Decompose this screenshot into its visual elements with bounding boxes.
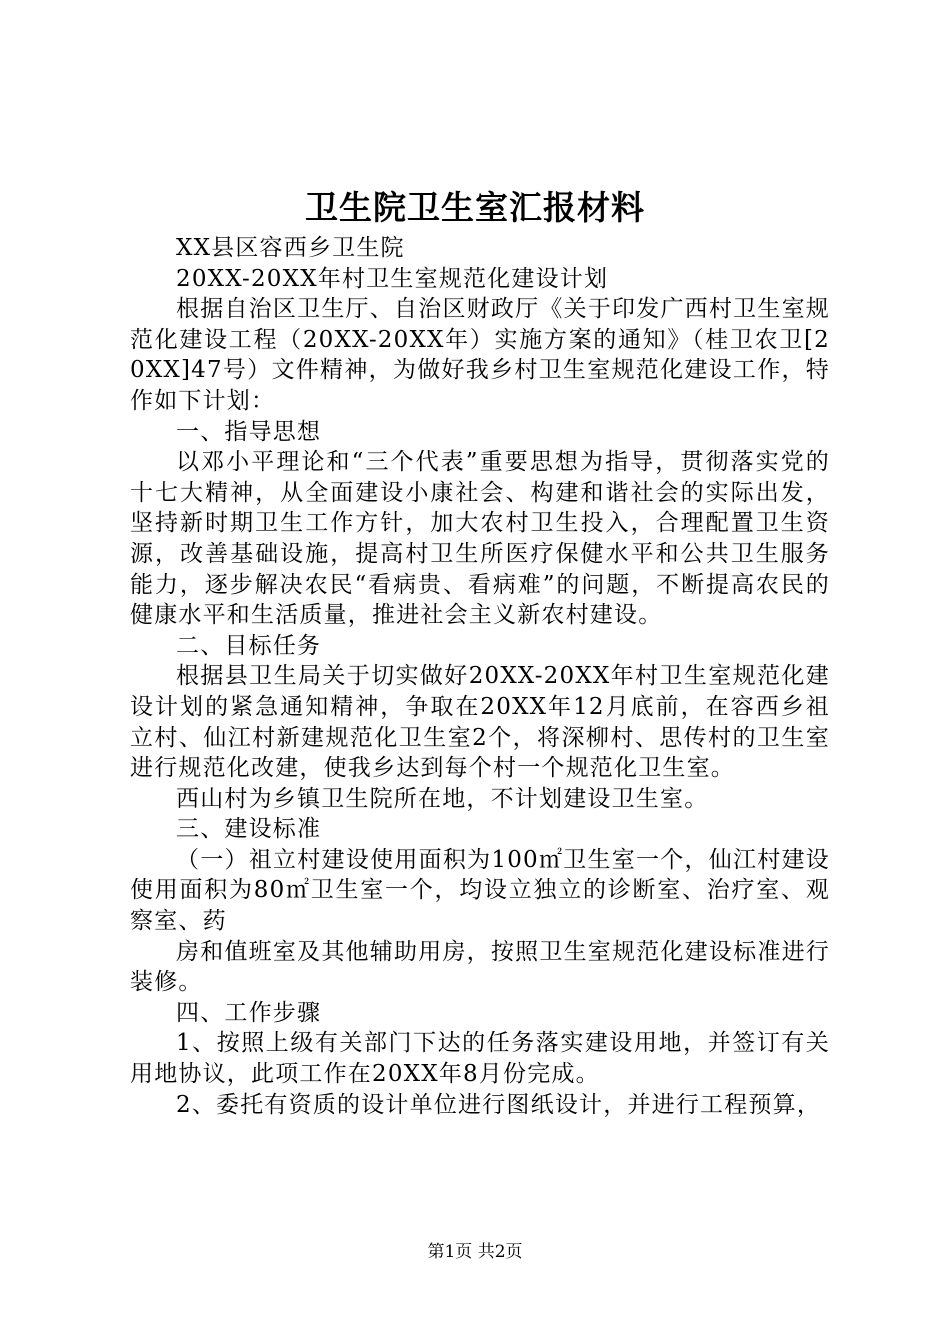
paragraph-org: XX县区容西乡卫生院	[176, 235, 405, 261]
paragraph-goals: 根据县卫生局关于切实做好20XX-20XX年村卫生室规范化建设计划的紧急通知精神，争取在20XX年12月底前，在容西乡祖立村、仙江村新建规范化卫生室2个，将深柳村、思传村的卫生室进行规范化改建，使我乡达到每个村一个规范化卫生室。	[130, 663, 830, 782]
heading-steps: 四、工作步骤	[176, 999, 322, 1026]
page-footer: 第1页 共2页	[427, 1242, 523, 1262]
paragraph-step-2: 2、委托有资质的设计单位进行图纸设计，并进行工程预算，	[176, 1091, 822, 1118]
document-body	[130, 233, 830, 1120]
document-title: 卫生院卫生室汇报材料	[305, 188, 645, 227]
heading-goals: 二、目标任务	[176, 632, 322, 659]
heading-standards: 三、建设标准	[176, 816, 322, 843]
paragraph-plan-title: 20XX-20XX年村卫生室规范化建设计划	[176, 265, 609, 292]
paragraph-guiding-ideology: 以邓小平理论和“三个代表”重要思想为指导，贯彻落实党的十七大精神，从全面建设小康社会、构建和谐社会的实际出发，坚持新时期卫生工作方针，加大农村卫生投入，合理配置卫生资源，改善基础设施，提高村卫生所医疗保健水平和公共卫生服务能力，逐步解决农民“看病贵、看病难”的问题，不断提高农民的健康水平和生活质量，推进社会主义新农村建设。	[130, 449, 830, 629]
paragraph-standards-2: 房和值班室及其他辅助用房，按照卫生室规范化建设标准进行装修。	[130, 938, 830, 996]
paragraph-step-1: 1、按照上级有关部门下达的任务落实建设用地，并签订有关用地协议，此项工作在20XX年8月份完成。	[130, 1030, 830, 1088]
paragraph-intro: 根据自治区卫生厅、自治区财政厅《关于印发广西村卫生室规范化建设工程（20XX-20XX年）实施方案的通知》（桂卫农卫[20XX]47号）文件精神，为做好我乡村卫生室规范化建设工作，特作如下计划：	[130, 296, 830, 414]
paragraph-standards-1: （一）祖立村建设使用面积为100㎡卫生室一个，仙江村建设使用面积为80㎡卫生室一个，均设立独立的诊断室、治疗室、观察室、药	[130, 846, 830, 935]
heading-guiding-ideology: 一、指导思想	[176, 418, 322, 445]
paragraph-xishan: 西山村为乡镇卫生院所在地，不计划建设卫生室。	[176, 785, 709, 812]
